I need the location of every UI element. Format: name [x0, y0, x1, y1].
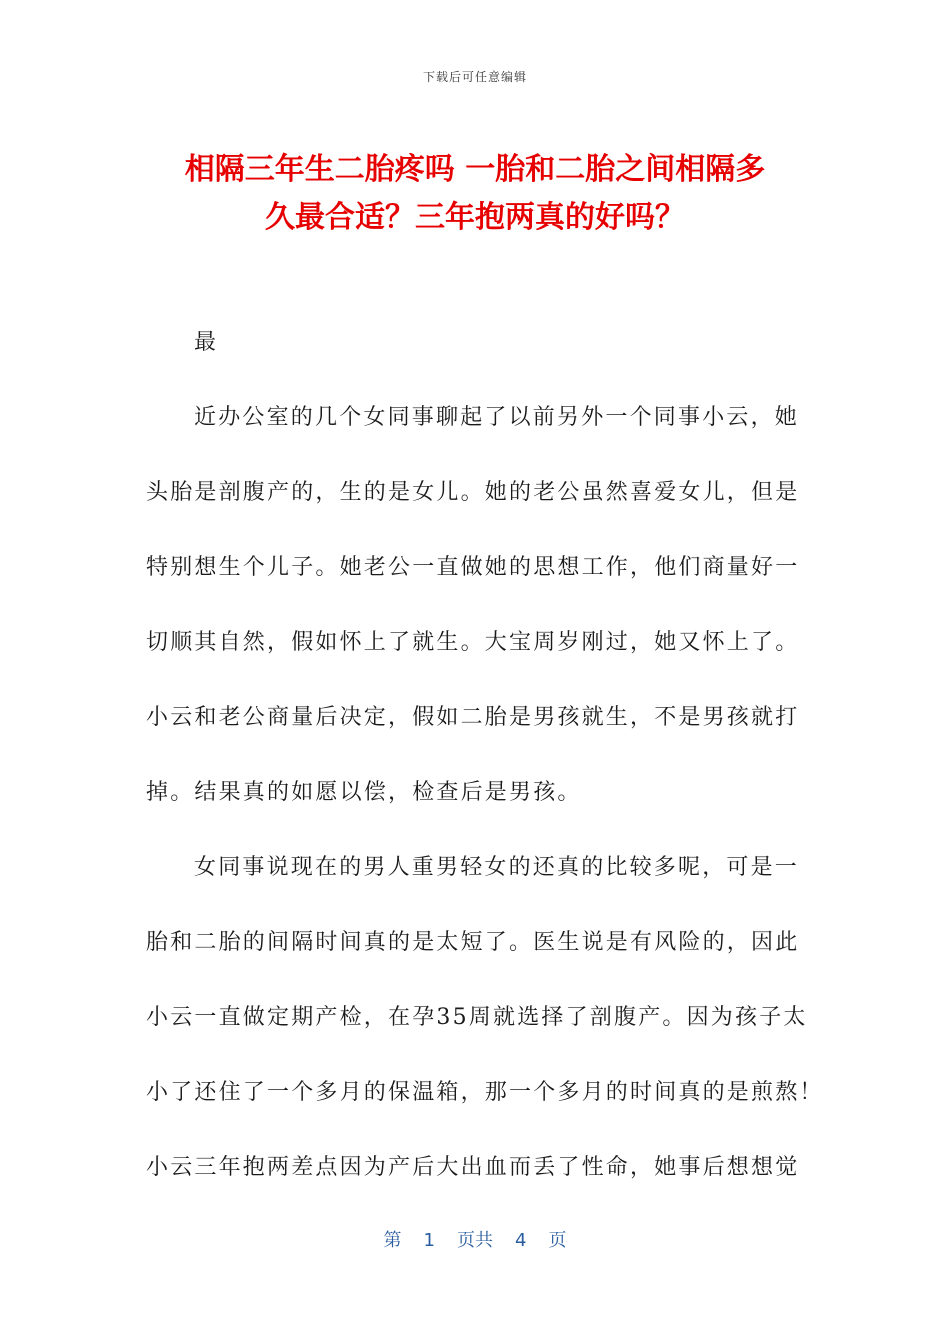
paragraph-line: 女同事说现在的男人重男轻女的还真的比较多呢，可是一 [194, 855, 800, 880]
title-line-1: 相隔三年生二胎疼吗 一胎和二胎之间相隔多 [184, 152, 766, 187]
page-prefix: 第 [383, 1230, 402, 1251]
paragraph-line: 掉。结果真的如愿以偿，检查后是男孩。 [146, 780, 582, 805]
title-line-2: 久最合适？三年抱两真的好吗？ [265, 200, 685, 235]
page-total: 4 [515, 1230, 527, 1251]
paragraph-line: 头胎是剖腹产的，生的是女儿。她的老公虽然喜爱女儿，但是 [146, 480, 800, 505]
document-title [120, 146, 830, 242]
paragraph-line: 切顺其自然，假如怀上了就生。大宝周岁刚过，她又怀上了。 [146, 630, 800, 655]
page-middle: 页共 [457, 1230, 493, 1251]
header-note: 下载后可任意编辑 [422, 70, 527, 84]
paragraph-line: 小云三年抱两差点因为产后大出血而丢了性命，她事后想想觉 [146, 1155, 800, 1180]
paragraph-line: 胎和二胎的间隔时间真的是太短了。医生说是有风险的，因此 [146, 930, 800, 955]
paragraph-line: 小了还住了一个多月的保温箱，那一个多月的时间真的是煎熬！ [146, 1080, 824, 1105]
paragraph-line: 小云一直做定期产检，在孕35周就选择了剖腹产。因为孩子太 [146, 1005, 808, 1030]
body-text [146, 320, 824, 1220]
page-footer [0, 1226, 950, 1252]
page-suffix: 页 [548, 1230, 567, 1251]
page-current: 1 [423, 1230, 435, 1251]
paragraph-line: 小云和老公商量后决定，假如二胎是男孩就生，不是男孩就打 [146, 705, 800, 730]
paragraph-line: 特别想生个儿子。她老公一直做她的思想工作，他们商量好一 [146, 555, 800, 580]
paragraph-line: 最 [194, 330, 219, 355]
paragraph-line: 近办公室的几个女同事聊起了以前另外一个同事小云，她 [194, 405, 800, 430]
